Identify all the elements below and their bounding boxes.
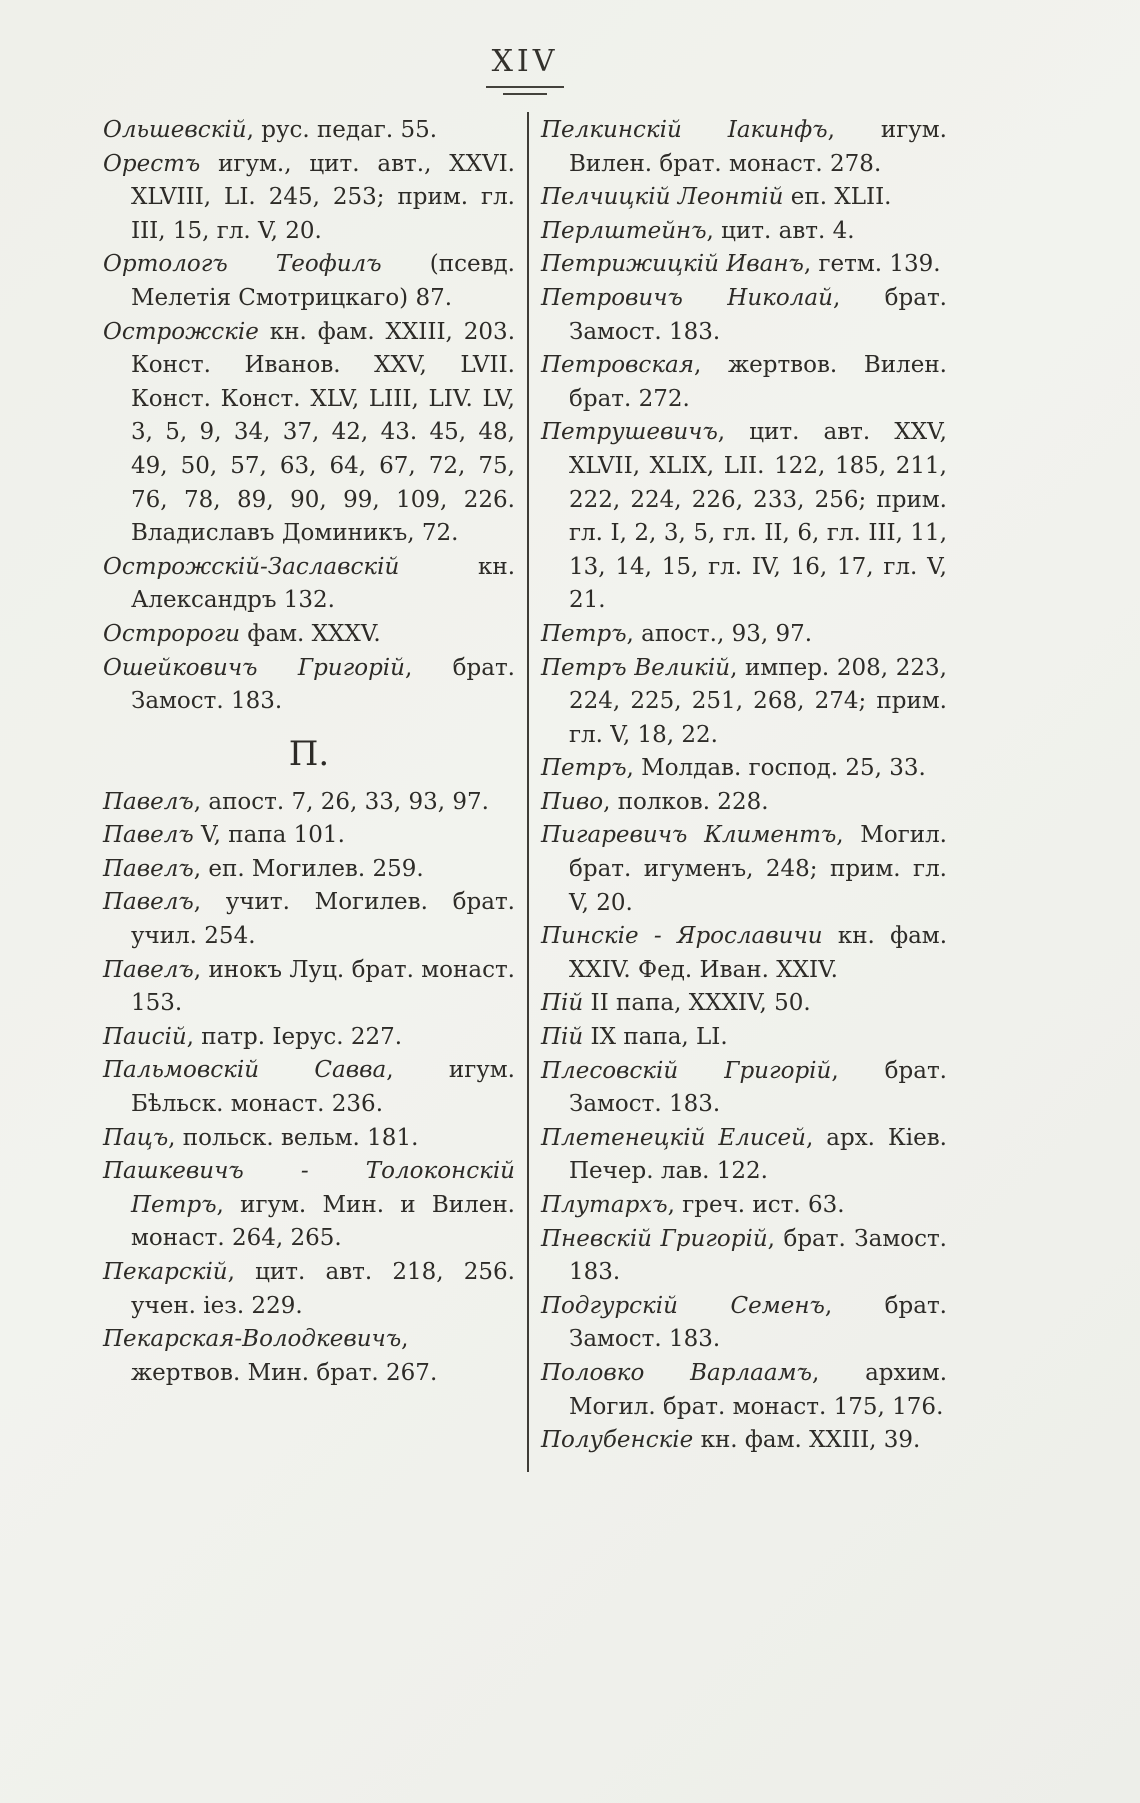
index-entry [103,114,515,148]
index-entry [103,1155,515,1256]
entry-references: , патр. Іерус. 227. [186,1023,403,1050]
entry-references: , архим. Могил. брат. монаст. 175, 176. [569,1359,948,1420]
index-entry [541,282,947,349]
column-divider [527,112,529,1472]
entry-references: , игум. Мин. и Вилен. монаст. 264, 265. [131,1191,515,1252]
entry-headword: Пигаревичъ Климентъ [541,822,837,849]
index-entry [103,1054,515,1121]
entry-headword: Петрушевичъ [541,419,718,446]
entry-headword: Пелчицкій Леонтій [541,184,784,211]
section-heading: П. [288,733,330,774]
entry-references: кн. фам. XXIV. Фед. Иван. XXIV. [569,923,947,983]
index-entry [103,853,515,887]
entry-headword: Половко Варлаамъ [541,1359,812,1386]
index-entry [541,819,947,920]
entry-headword: Пій [541,990,584,1017]
entry-headword: Полубенскіе [541,1427,694,1454]
entry-references: , жертвов. Вилен. брат. 272. [569,352,947,412]
index-entry [541,1055,947,1122]
entry-headword: Орестъ [103,150,201,177]
entry-headword: Пекарская-Володкевичъ [103,1326,402,1353]
entry-headword: Пиво [541,788,604,815]
entry-references: , брат. Замост. 183. [569,1292,947,1353]
entry-headword: Павелъ [103,855,194,882]
index-entry [103,1256,515,1323]
entry-references: , Могил. брат. игуменъ, 248; прим. гл. V, 20. [569,822,947,916]
entry-references: , еп. Могилев. 259. [193,855,424,882]
entry-references: , полков. 228. [603,788,769,815]
index-column-right [541,114,947,1458]
entry-references: II папа, XXXIV, 50. [583,990,811,1017]
index-entry [103,1021,515,1055]
entry-references: , Молдав. господ. 25, 33. [626,755,926,782]
entry-references: V, папа 101. [193,822,345,849]
header-rule-bottom [503,93,547,95]
entry-headword: Петровская [541,352,694,379]
entry-references: , игум. Бѣльск. монаст. 236. [131,1057,515,1118]
entry-headword: Пій [541,1024,584,1051]
index-entry [541,215,947,249]
entry-references: игум., цит. авт., XXVI. XLVIII, LI. 245, 253; прим. гл. III, 15, гл. V, 20. [131,150,515,244]
entry-headword: Ортологъ Теофилъ [103,251,382,278]
entry-references: , польск. вельм. 181. [168,1124,419,1151]
entry-headword: Острожскій-Заславскій [103,553,400,580]
index-column-left [103,114,515,1390]
entry-references: , брат. Замост. 183. [569,1225,947,1286]
entry-references: еп. XLII. [783,184,892,211]
entry-references: , апост. 7, 26, 33, 93, 97. [193,788,489,815]
entry-headword: Плесовскій Григорій [541,1057,832,1084]
index-entry [541,1021,947,1055]
entry-headword: Петровичъ Николай [541,284,833,311]
entry-headword: Перлштейнъ [541,217,707,244]
index-entry [103,1122,515,1156]
index-entry [541,1189,947,1223]
entry-references: кн. фам. XXIII, 39. [693,1427,921,1454]
index-entry [541,416,947,618]
entry-headword: Павелъ [103,889,194,916]
entry-references: IX папа, LI. [583,1024,728,1051]
index-entry [541,349,947,416]
entry-references: , цит. авт. 218, 256. учен. іез. 229. [131,1259,515,1319]
entry-headword: Пальмовскій Савва [103,1057,387,1084]
index-entry [103,954,515,1021]
entry-headword: Пекарскій [103,1259,228,1285]
entry-headword: Пашкевичъ - Толоконскій Петръ [103,1158,515,1218]
index-entry [541,652,947,753]
header-rule-top [486,86,564,88]
entry-headword: Пелкинскій Іакинфъ [541,117,828,143]
index-entry [541,1290,947,1357]
index-entry [541,1424,947,1458]
entry-headword: Плетенецкій Елисей [541,1124,806,1151]
index-entry [541,181,947,215]
index-entry [541,114,947,181]
index-entry [103,886,515,953]
index-entry [541,1223,947,1290]
entry-headword: Остророги [103,620,241,647]
index-entry [541,1357,947,1424]
entry-references: фам. XXXV. [240,620,381,647]
entry-references: (псевд. Мелетія Смотрицкаго) 87. [131,251,515,311]
entry-references: , импер. 208, 223, 224, 225, 251, 268, 274; прим. гл. V, 18, 22. [569,654,947,748]
entry-headword: Павелъ [103,822,194,849]
entry-headword: Ошейковичъ Григорій [103,654,405,681]
index-entry [103,1323,515,1390]
entry-references: , апост., 93, 97. [626,620,813,647]
entry-references: , жертвов. Мин. брат. 267. [131,1326,438,1386]
index-entry [103,786,515,820]
index-entry [103,618,515,652]
entry-headword: Пинскіе - Ярославичи [541,923,823,950]
entry-headword: Острожскіе [103,318,259,345]
entry-headword: Пневскій Григорій [541,1225,768,1252]
entry-headword: Пацъ [103,1124,169,1151]
entry-references: , учит. Могилев. брат. учил. 254. [131,889,515,950]
index-entry [541,786,947,820]
entry-headword: Петръ [541,620,627,647]
index-entry [541,752,947,786]
entry-headword: Петръ [541,755,627,782]
page-header [0,44,1050,95]
entry-references: , брат. Замост. 183. [569,284,947,345]
index-entry [541,987,947,1021]
entry-headword: Паисій [103,1023,187,1050]
entry-headword: Петрижицкій Иванъ [541,251,804,278]
entry-headword: Ольшевскій [103,117,247,143]
index-entry [103,819,515,853]
entry-references: , гетм. 139. [803,251,941,278]
entry-references: , брат. Замост. 183. [569,1057,947,1118]
index-entry [103,316,515,551]
index-entry [541,248,947,282]
entry-references: кн. Александръ 132. [131,553,515,614]
entry-references: , цит. авт. 4. [706,217,855,244]
entry-references: , рус. педаг. 55. [246,117,438,143]
entry-references: , брат. Замост. 183. [131,654,515,715]
index-entry [541,920,947,987]
entry-references: , цит. авт. XXV, XLVII, XLIX, LII. 122, 185, 211, 222, 224, 226, 233, 256; прим. гл. I, 2, 3, 5, гл. II, 6, гл. III, 11, 13, 14, 15, гл. IV, 16, 17, гл. V, 21. [569,419,947,614]
entry-references: , греч. ист. 63. [667,1192,845,1218]
index-entry [103,551,515,618]
index-entry [103,148,515,249]
index-entry [103,248,515,315]
entry-headword: Плутархъ [541,1192,668,1218]
entry-headword: Подгурскій Семенъ [541,1292,825,1319]
page-number: XIV [491,44,559,79]
index-entry [541,618,947,652]
index-entry [103,652,515,719]
entry-references: , игум. Вилен. брат. монаст. 278. [569,117,947,177]
entry-headword: Петръ Великій [541,654,731,681]
entry-references: , инокъ Луц. брат. монаст. 153. [131,956,515,1017]
entry-headword: Павелъ [103,956,194,983]
entry-references: кн. фам. XXIII, 203. Конст. Иванов. XXV, LVII. Конст. Конст. XLV, LIII, LIV. LV, 3, 5, 9, 34, 37, 42, 43. 45, 48, 49, 50, 57, 63, 64, 67, 72, 75, 76, 78, 89, 90, 99, 109, 226. Владиславъ Доминикъ, 72. [131,318,515,547]
index-entry [541,1122,947,1189]
entry-headword: Павелъ [103,788,194,815]
entry-references: , арх. Кіев. Печер. лав. 122. [569,1124,947,1185]
